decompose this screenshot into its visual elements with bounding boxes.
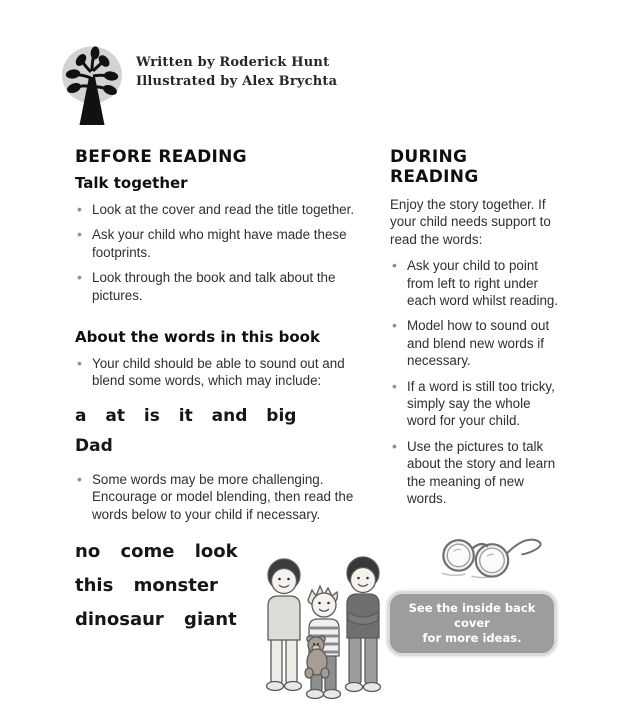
about-words-intro-list xyxy=(75,355,371,390)
about-words-heading: About the words in this book xyxy=(75,328,320,347)
talk-together-subheading: Talk together xyxy=(75,174,188,192)
list-item: • Your child should be able to sound out and blend some words, which may include: xyxy=(75,355,371,390)
list-item: • Look at the cover and read the title together. xyxy=(75,201,371,218)
during-reading-list xyxy=(390,257,562,507)
list-item: • Ask your child who might have made these footprints. xyxy=(75,226,371,261)
hard-words-line: this monster xyxy=(75,575,218,597)
list-item: • Look through the book and talk about the pictures. xyxy=(75,269,371,304)
hard-words-line: no come look xyxy=(75,541,238,563)
easy-words-line: Dad xyxy=(75,435,113,456)
list-item: • Use the pictures to talk about the story and learn the meaning of new words. xyxy=(390,438,562,508)
glasses-icon xyxy=(432,524,550,581)
during-reading-heading: DURING READING xyxy=(390,147,479,187)
during-reading-intro: Enjoy the story together. If your child needs support to read the words: xyxy=(390,197,551,247)
before-reading-list xyxy=(75,201,371,304)
before-reading-heading: BEFORE READING xyxy=(75,147,247,167)
about-words-challenge-list xyxy=(75,471,371,523)
list-item: • Some words may be more challenging. Encourage or model blending, then read the words below to your child if necessary. xyxy=(75,471,371,523)
during-reading-column xyxy=(390,147,562,653)
badge-text-line: See the inside back cover xyxy=(408,600,536,630)
hard-words-line: dinosaur giant xyxy=(75,609,237,631)
easy-words-line: a at is it and big xyxy=(75,405,297,426)
reading-tree-logo-icon xyxy=(61,45,123,129)
easy-word-list xyxy=(75,401,371,461)
back-cover-badge xyxy=(390,594,554,653)
credit-author: Written by Roderick Hunt xyxy=(136,55,330,70)
list-item: • Ask your child to point from left to right under each word whilst reading. xyxy=(390,257,562,309)
three-children-illustration xyxy=(254,544,394,704)
list-item: • Model how to sound out and blend new words if necessary. xyxy=(390,317,562,369)
badge-text-line: for more ideas. xyxy=(422,630,522,645)
list-item: • If a word is still too tricky, simply say the whole word for your child. xyxy=(390,378,562,430)
credits xyxy=(136,53,337,91)
credit-illustrator: Illustrated by Alex Brychta xyxy=(136,74,338,89)
